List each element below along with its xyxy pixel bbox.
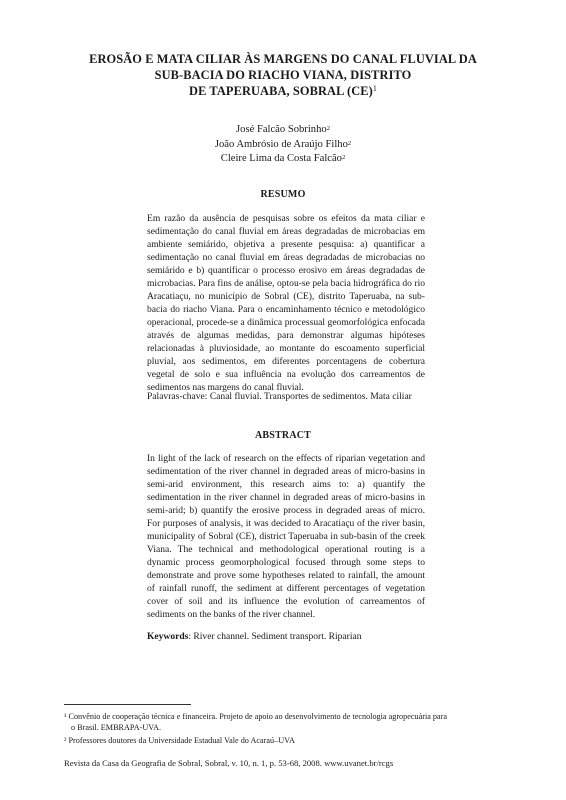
- title-line-1: EROSÃO E MATA CILIAR ÀS MARGENS DO CANAL FLUVIAL DA: [89, 52, 477, 66]
- author-3: [120, 152, 446, 167]
- title-line-3-text: DE TAPERUABA, SOBRAL (CE): [189, 84, 373, 98]
- paper-title: [60, 51, 506, 99]
- author-2-name: João Ambrósio de Araújo Filho: [214, 138, 348, 150]
- author-3-mark: 2: [341, 154, 346, 161]
- author-3-name: Cleire Lima da Costa Falcão: [220, 153, 342, 164]
- resumo-heading: RESUMO: [260, 189, 306, 200]
- resumo-keywords: Palavras-chave: Canal fluvial. Transportes de sedimentos. Mata ciliar: [147, 391, 412, 402]
- journal-citation-footer: Revista da Casa da Geografia de Sobral, Sobral, v. 10, n. 1, p. 53-68, 2008. www.uvanet.br/rcgs: [64, 758, 394, 768]
- author-1: [120, 123, 446, 138]
- author-1-name: José Falcão Sobrinho: [236, 124, 327, 135]
- resumo-text: Em razão da ausência de pesquisas sobre os efeitos da mata ciliar e sedimentação do canal fluvial em áreas degradadas de microbacias em ambiente semiárido, objetiva a presente pesquisa: a) quantificar a sedimentação no canal fluvial em áreas degradadas de microbacias no semiárido e b) quantificar o processo erosivo em áreas degradadas de microbacias. Para fins de análise, optou-se pela bacia hidrográfica do rio Aracatiaçu, no município de Sobral (CE), distrito Taperuaba, na sub-bacia do riacho Viana. Para o encaminhamento técnico e metodológico operacional, procede-se a dinâmica processual geomorfológica enfocada através de algumas medidas, para demonstrar algumas hipóteses relacionadas à pluviosidade, ao montante do escoamento superficial pluvial, aos sedimentos, em diferentes porcentagens de cobertura vegetal de solo e sua influência na evolução dos carreamentos de sedimentos nas margens do canal fluvial.: [147, 213, 425, 393]
- abstract-text: In light of the lack of research on the effects of riparian vegetation and sedimentation of the river channel in degraded areas of micro-basins in semi-arid environment, this research aims to: a) quantify the sedimentation in the river channel in degraded areas of micro-basins in semi-arid; b) quantify the erosive process in degraded areas of micro. For purposes of analysis, it was decided to Aracatiaçu of the river basin, municipality of Sobral (CE), district Taperuaba in sub-basin of the creek Viana. The technical and methodological operational routing is a dynamic process geomorphological focused through some steps to demonstrate and prove some hypotheses related to rainfall, the amount of rainfall runoff, the sediment at different percentages of vegetation cover of soil and its influence the evolution of carreamentos of sediments on the banks of the river channel.: [147, 453, 425, 620]
- footnote-divider: [64, 704, 191, 705]
- keywords-text: : River channel. Sediment transport. Riparian: [188, 631, 362, 642]
- author-list: [120, 123, 446, 167]
- abstract-heading: ABSTRACT: [254, 430, 312, 441]
- footnote-1-line-2: o Brasil. EMBRAPA-UVA.: [71, 722, 162, 732]
- keywords-label: Keywords: [147, 631, 189, 642]
- title-line-3: [60, 83, 506, 99]
- author-2-mark: 2: [347, 139, 352, 147]
- footnote-2: ² Professores doutores da Universidade Estadual Vale do Acaraú–UVA: [64, 736, 295, 745]
- footnote-1: [64, 712, 514, 733]
- footnote-1-line-1: ¹ Convênio de cooperação técnica e financeira. Projeto de apoio ao desenvolvimento de tecnologia agropecuária para: [64, 712, 448, 721]
- title-footnote-mark: 1: [372, 84, 377, 93]
- abstract-keywords: [147, 630, 437, 643]
- author-2: [120, 138, 446, 153]
- title-line-2: SUB-BACIA DO RIACHO VIANA, DISTRITO: [154, 68, 412, 82]
- author-1-mark: 2: [326, 125, 330, 132]
